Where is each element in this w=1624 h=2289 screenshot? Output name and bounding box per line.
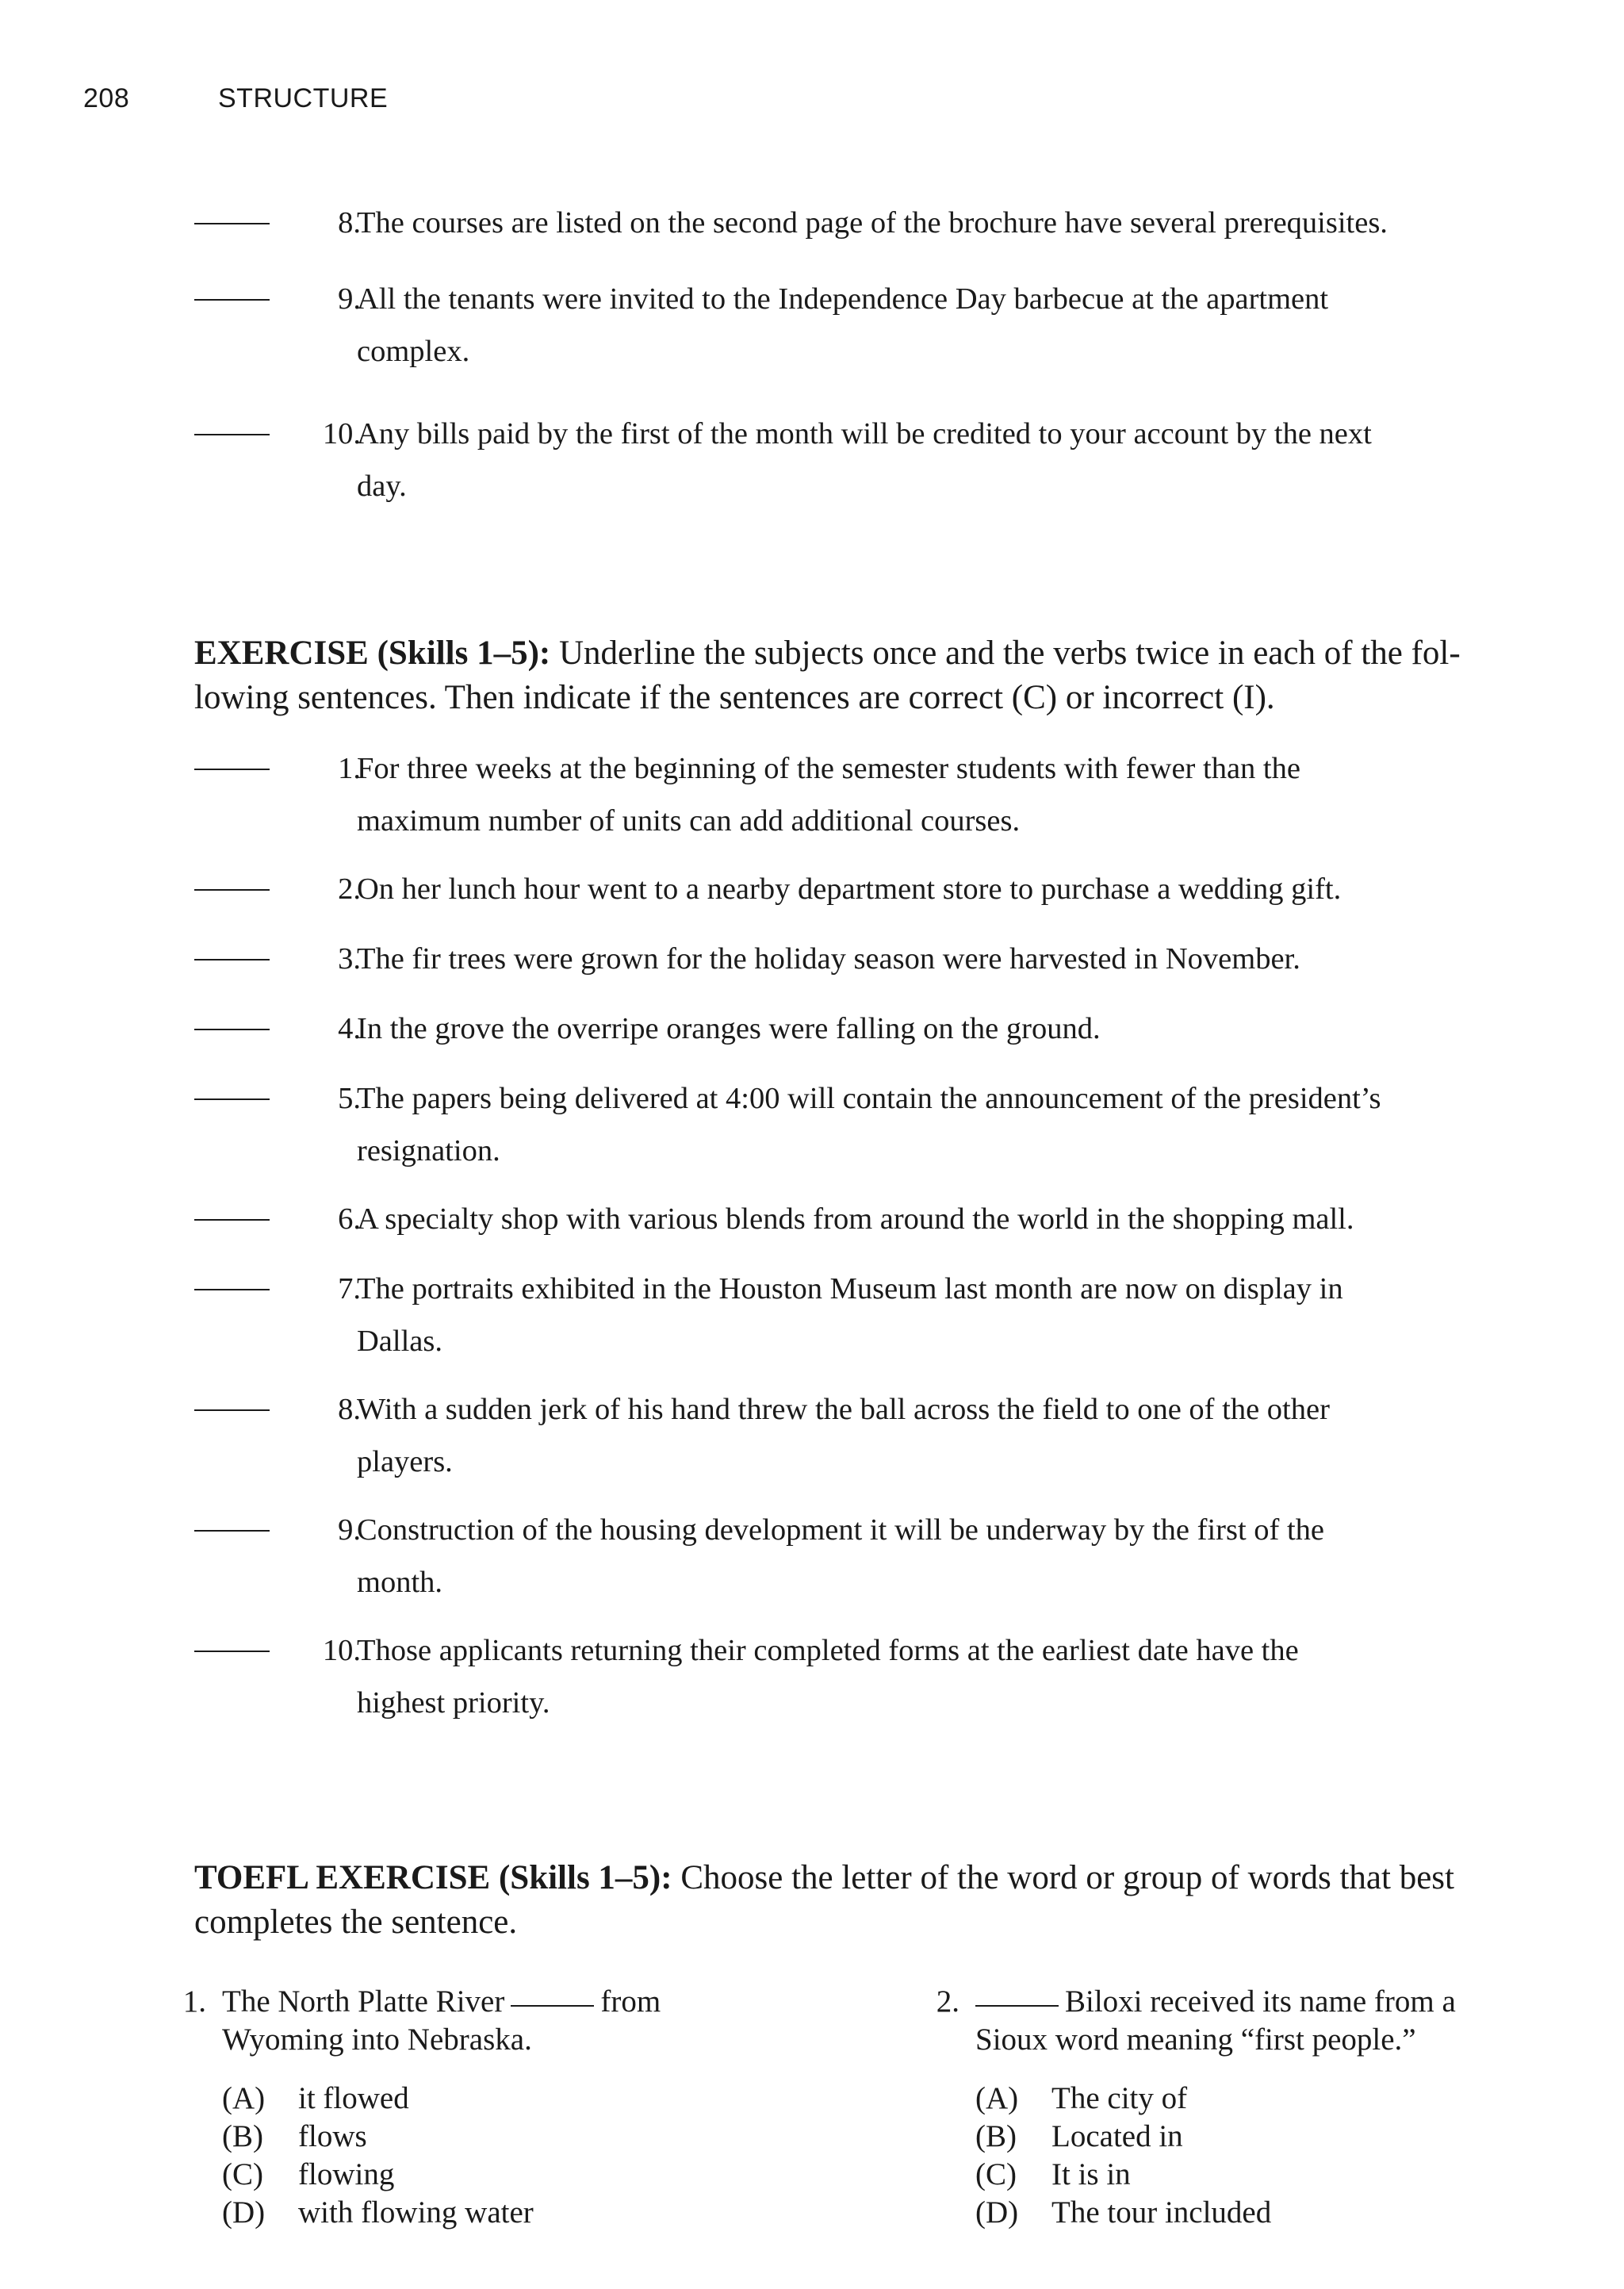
item-text: With a sudden jerk of his hand threw the ball across the field to one of the other players. xyxy=(357,1393,1330,1478)
question-number: 2. xyxy=(936,1984,959,2019)
answer-blank xyxy=(194,959,270,960)
answer-option[interactable]: (A) it flowed xyxy=(222,2081,409,2115)
item-number: 3. xyxy=(338,942,361,976)
answer-blank xyxy=(194,1029,270,1030)
answer-blank xyxy=(194,299,270,301)
toefl-instructions xyxy=(194,1856,1574,1945)
answer-options xyxy=(222,2080,534,2232)
question-stem: Biloxi received its name from a Sioux word meaning “first people.” xyxy=(975,1984,1456,2057)
answer-blank xyxy=(194,1219,270,1221)
item-number: 4. xyxy=(338,1012,361,1045)
question-number: 1. xyxy=(182,1984,206,2019)
answer-blank xyxy=(194,223,270,224)
item-number: 8. xyxy=(338,206,361,240)
item-number: 5. xyxy=(338,1082,361,1115)
item-text: The courses are listed on the second page of the brochure have several prerequisites. xyxy=(357,206,1388,240)
item-text: Any bills paid by the first of the month will be credited to your account by the next day. xyxy=(357,417,1372,503)
answer-option[interactable]: (D) The tour included xyxy=(975,2195,1272,2230)
exercise-heading: EXERCISE (Skills 1–5): xyxy=(194,635,551,672)
answer-blank xyxy=(975,2005,1059,2007)
item-text: A specialty shop with various blends from around the world in the shopping mall. xyxy=(357,1202,1354,1236)
item-number: 8. xyxy=(338,1393,361,1426)
item-number: 10. xyxy=(322,1634,361,1667)
toefl-instruction-line1: Choose the letter of the word or group of words that best xyxy=(680,1859,1454,1896)
item-text: Those applicants returning their completed forms at the earliest date have the highest priority. xyxy=(357,1634,1299,1720)
answer-option[interactable]: (B) flows xyxy=(222,2119,367,2153)
item-number: 9. xyxy=(338,1513,361,1547)
answer-blank xyxy=(194,434,270,435)
item-text: The papers being delivered at 4:00 will contain the announcement of the president’s resignation. xyxy=(357,1082,1381,1168)
answer-blank xyxy=(511,2005,594,2007)
section-title: STRUCTURE xyxy=(218,83,389,113)
item-text: The fir trees were grown for the holiday season were harvested in November. xyxy=(357,942,1300,976)
item-text: All the tenants were invited to the Independence Day barbecue at the apartment complex. xyxy=(357,282,1329,368)
question-1 xyxy=(159,1983,825,2237)
page-header xyxy=(83,83,388,114)
item-text: On her lunch hour went to a nearby department store to purchase a wedding gift. xyxy=(357,872,1342,906)
answer-blank xyxy=(194,889,270,891)
answer-blank xyxy=(194,1530,270,1532)
item-number: 9. xyxy=(338,282,361,316)
answer-option[interactable]: (C) It is in xyxy=(975,2157,1131,2191)
item-number: 2. xyxy=(338,872,361,906)
answer-options xyxy=(975,2080,1271,2232)
answer-blank xyxy=(194,769,270,770)
answer-option[interactable]: (D) with flowing water xyxy=(222,2195,534,2230)
answer-blank xyxy=(194,1098,270,1100)
exercise-instruction-line1: Underline the subjects once and the verbs twice in each of the fol- xyxy=(558,635,1461,672)
answer-blank xyxy=(194,1651,270,1652)
toefl-heading: TOEFL EXERCISE (Skills 1–5): xyxy=(194,1859,672,1896)
page-number: 208 xyxy=(83,83,130,113)
exercise-instruction-line2: lowing sentences. Then indicate if the sentences are correct (C) or incorrect (I). xyxy=(194,679,1275,716)
item-text: The portraits exhibited in the Houston Museum last month are now on display in Dallas. xyxy=(357,1272,1343,1358)
answer-option[interactable]: (B) Located in xyxy=(975,2119,1183,2153)
answer-option[interactable]: (C) flowing xyxy=(222,2157,395,2191)
answer-blank xyxy=(194,1289,270,1290)
toefl-instruction-line2: completes the sentence. xyxy=(194,1904,518,1941)
exercise-instructions xyxy=(194,631,1574,720)
question-2 xyxy=(912,1983,1594,2237)
answer-option[interactable]: (A) The city of xyxy=(975,2081,1188,2115)
item-text: In the grove the overripe oranges were falling on the ground. xyxy=(357,1012,1101,1045)
item-number: 1. xyxy=(338,752,361,785)
item-text: Construction of the housing development it will be underway by the first of the month. xyxy=(357,1513,1325,1599)
question-stem: The North Platte River from Wyoming into Nebraska. xyxy=(222,1984,661,2057)
item-number: 6. xyxy=(338,1202,361,1236)
item-number: 10. xyxy=(322,417,361,451)
item-text: For three weeks at the beginning of the semester students with fewer than the maximum number of units can add additional courses. xyxy=(357,752,1300,838)
item-number: 7. xyxy=(338,1272,361,1306)
answer-blank xyxy=(194,1409,270,1411)
